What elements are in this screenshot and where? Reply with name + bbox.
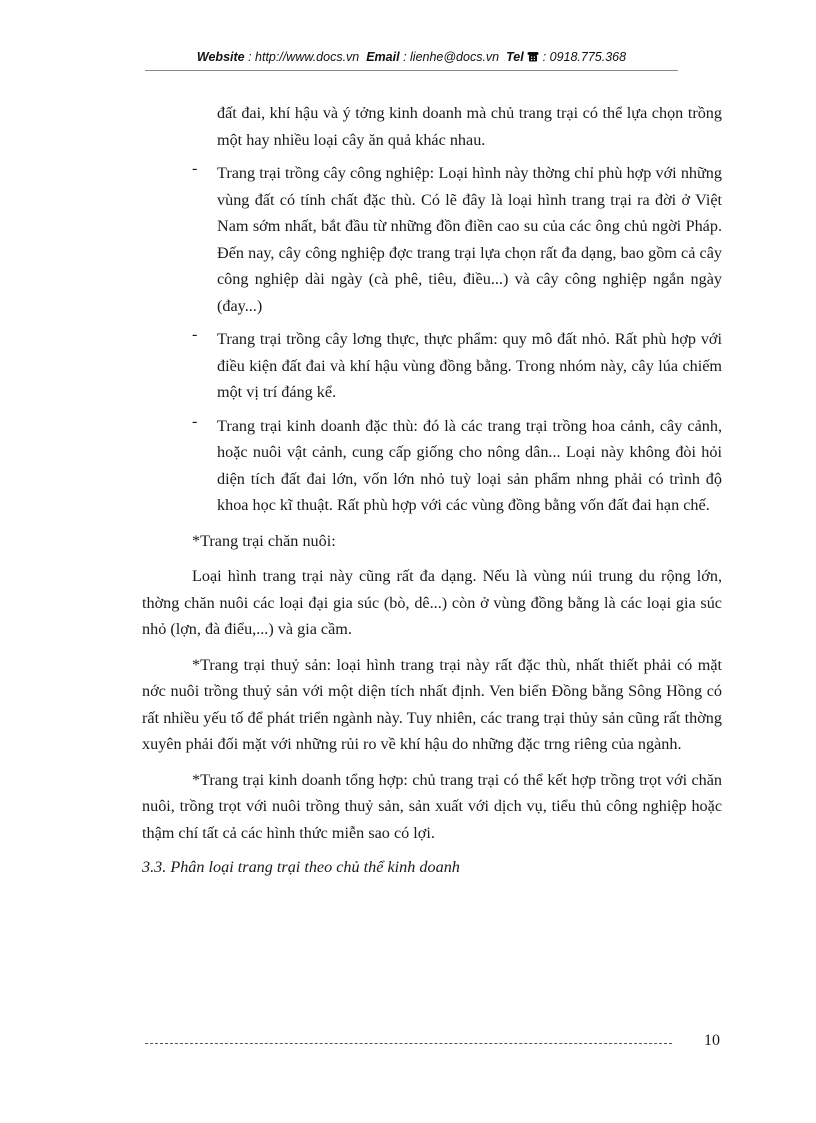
tel-value: : 0918.775.368 [542,50,627,64]
tel-label: Tel [506,50,524,64]
email-label: Email [366,50,400,64]
page-content [142,100,722,881]
continuation-paragraph: đất đai, khí hậu và ý tởng kinh doanh mà chủ trang trại có thể lựa chọn trồng một hay nhiều loại cây ăn quả khác nhau. [217,104,722,149]
bullet-dash: - [192,160,198,177]
bullet-dash: - [192,326,198,343]
website-value: : http://www.docs.vn [248,50,360,64]
list-item-text: Trang trại kinh doanh đặc thù: đó là các trang trại trồng hoa cảnh, cây cảnh, hoặc nuôi vật cảnh, cung cấp giống cho nông dân... Loại này không đòi hỏi diện tích đất đai lớn, vốn lớn nhỏ tuỳ loại sản phẩm nhng phải có trình độ khoa học kĩ thuật. Rất phù hợp với các vùng đồng bằng vốn đất đai hạn chế. [217,416,722,514]
list-item [142,160,722,319]
section-heading: 3.3. Phân loại trang trại theo chủ thể kinh doanh [142,858,460,876]
page-footer [142,1032,722,1064]
footer-divider [145,1043,672,1044]
list-item-text: Trang trại trồng cây công nghiệp: Loại hình này thờng chỉ phù hợp với những vùng đất có tính chất đặc thù. Có lẽ đây là loại hình trang trại ra đời ở Việt Nam sớm nhất, bắt đầu từ những đồn điền cao su của các ông chủ ngời Pháp. Đến nay, cây công nghiệp đợc trang trại lựa chọn rất đa dạng, bao gồm cả cây công nghiệp dài ngày (cà phê, tiêu, điều...) và cây công nghiệp ngắn ngày (đay...) [217,164,722,315]
list-item [142,326,722,406]
bullet-dash: - [192,412,198,430]
page-header [145,50,678,64]
livestock-paragraph: Loại hình trang trại này cũng rất đa dạng. Nếu là vùng núi trung du rộng lớn, thờng chăn nuôi các loại đại gia súc (bò, dê...) còn ở vùng đồng bằng là các loại gia súc nhỏ (lợn, đà điểu,...) và gia cầm. [142,567,722,638]
livestock-title: *Trang trại chăn nuôi: [192,531,336,550]
email-value: : lienhe@docs.vn [403,50,500,64]
phone-icon [527,50,542,64]
page-number: 10 [704,1032,720,1049]
list-item [142,413,722,519]
header-divider [145,70,678,71]
list-item-text: Trang trại trồng cây lơng thực, thực phẩm: quy mô đất nhỏ. Rất phù hợp với điều kiện đất đai và khí hậu vùng đồng bằng. Trong nhóm này, cây lúa chiếm một vị trí đáng kể. [217,330,722,401]
mixed-farm-paragraph: *Trang trại kinh doanh tổng hợp: chủ trang trại có thể kết hợp trồng trọt với chăn nuôi, trồng trọt với nuôi trồng thuỷ sản, sản xuất với dịch vụ, tiểu thủ công nghiệp hoặc thậm chí tất cả các hình thức miễn sao có lợi. [142,770,722,842]
website-label: Website [196,50,245,64]
aquaculture-paragraph: *Trang trại thuỷ sản: loại hình trang trại này rất đặc thù, nhất thiết phải có mặt nớc nuôi trồng thuỷ sản với một diện tích nhất định. Ven biển Đồng bằng Sông Hồng có rất nhiều yếu tố để phát triển ngành này. Tuy nhiên, các trang trại thủy sản cũng rất thờng xuyên phải đối mặt với những rủi ro về khí hậu do những đặc trng riêng của ngành. [142,655,722,753]
